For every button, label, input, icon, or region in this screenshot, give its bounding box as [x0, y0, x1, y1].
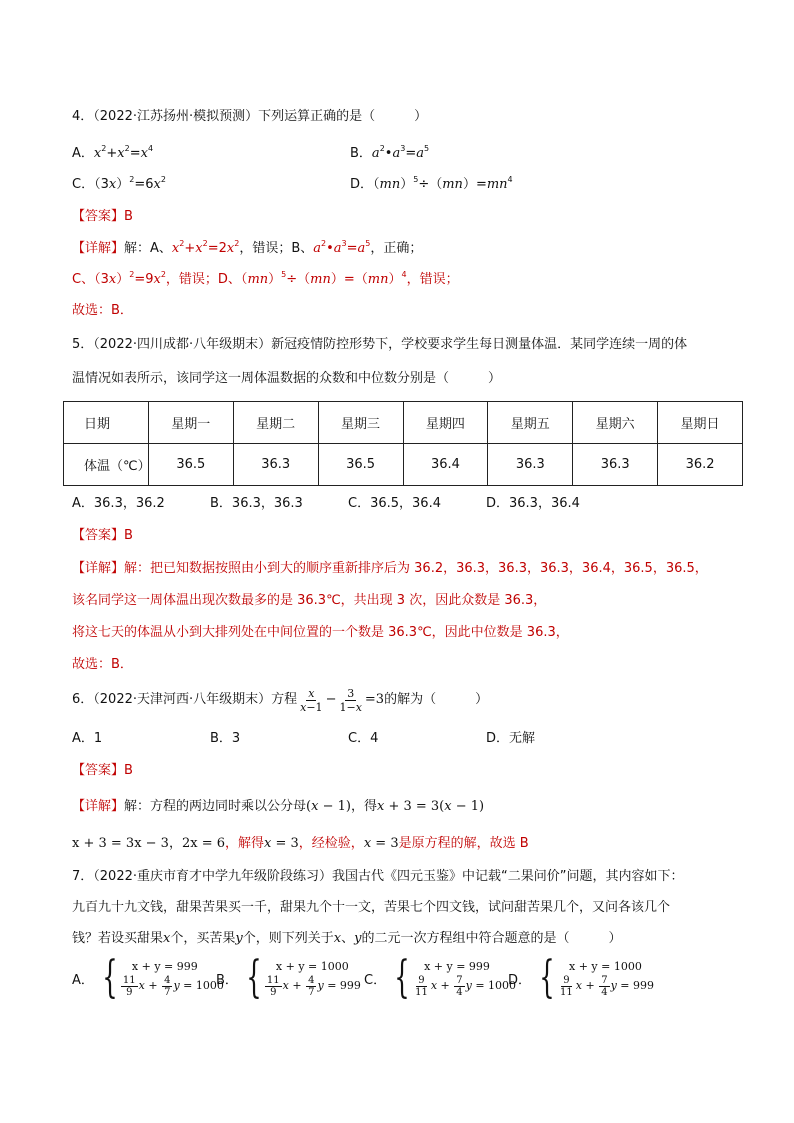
- table-cell: 星期五: [488, 402, 573, 444]
- table-cell: 36.4: [403, 444, 488, 486]
- table-cell: 36.3: [233, 444, 318, 486]
- table-cell: 36.5: [148, 444, 233, 486]
- q7-stem-line1: 7．（2022·重庆市育才中学九年级阶段练习）我国古代《四元玉鉴》中记载“二果问价”问题，其内容如下：: [72, 869, 684, 884]
- table-cell: 星期一: [148, 402, 233, 444]
- q4-option-a: A．$x^2+x^2=x^4$: [72, 143, 154, 161]
- table-cell: 体温（℃）: [64, 444, 149, 486]
- q7-option-c: C． { x + y = 999 $\frac{9}{11}$ x + $\frac{7}{4}$ y = 1000: [364, 952, 517, 1003]
- q5-detail-line2: 该名同学这一周体温出现次数最多的是 36.3℃，共出现 3 次，因此众数是 36.3，: [72, 593, 547, 608]
- q5-stem-line2: 温情况如表所示，该同学这一周体温数据的众数和中位数分别是（ ）: [72, 371, 502, 386]
- q7-stem-line2: 九百九十九文钱，甜果苦果买一千，甜果九个十一文，苦果七个四文钱，试问甜苦果几个，又问各该几个: [72, 900, 671, 915]
- q6-stem: 6．（2022·天津河西·八年级期末）方程 $\frac{x}{x-1}$ − $\frac{3}{1-x}$ =3 的解为（ ）: [72, 686, 489, 714]
- q5-option-d: D．36.3，36.4: [486, 496, 580, 511]
- q5-detail-line1: 【详解】解：把已知数据按照由小到大的顺序重新排序后为 36.2，36.3，36.3，36.3，36.4，36.5，36.5，: [72, 561, 708, 576]
- q6-option-c: C．4: [348, 731, 379, 746]
- q4-option-d: D．$(mn)^5\div(mn)=mn^4$: [350, 174, 513, 192]
- q6-option-d: D．无解: [486, 731, 536, 746]
- q4-detail-line1: 【详解】解：A、$x^2+x^2=2x^2$，错误；B、$a^2•a^3=a^5$，正确；: [72, 238, 423, 256]
- table-header-row: [64, 402, 743, 444]
- detail-label: 【详解】: [72, 561, 125, 576]
- q5-conclusion: 故选：B．: [72, 657, 133, 672]
- q7-option-b: B． { x + y = 1000 $\frac{11}{9}$ x + $\frac{4}{7}$ y = 999: [216, 952, 361, 1003]
- table-cell: 星期四: [403, 402, 488, 444]
- table-cell: 36.3: [488, 444, 573, 486]
- table-cell: 36.3: [573, 444, 658, 486]
- table-cell: 36.5: [318, 444, 403, 486]
- q7-option-d: D． { x + y = 1000 $\frac{9}{11}$ x + $\frac{7}{4}$ y = 999: [508, 952, 654, 1003]
- q4-conclusion: 故选：B．: [72, 303, 133, 318]
- detail-label: 【详解】: [72, 241, 125, 256]
- q5-answer: 【答案】B: [72, 528, 133, 543]
- q4-option-b: B．$a^2•a^3=a^5$: [350, 143, 430, 161]
- detail-label: 【详解】: [72, 799, 125, 814]
- table-cell: 星期二: [233, 402, 318, 444]
- temperature-table: [63, 401, 743, 486]
- q5-stem-line1: 5．（2022·四川成都·八年级期末）新冠疫情防控形势下，学校要求学生每日测量体温．某同学连续一周的体: [72, 337, 688, 352]
- q5-option-a: A．36.3，36.2: [72, 496, 165, 511]
- q4-detail-line2: C、$(3x)^2=9x^2$，错误；D、（mn）$^5$÷（mn）=（mn）$^4$，错误；: [72, 269, 459, 287]
- q7-stem-line3: 钱？若设买甜果x个，买苦果y个，则下列关于x、y的二元一次方程组中符合题意的是（ ）: [72, 931, 622, 946]
- q4-option-c: C．$(3x)^2=6x^2$: [72, 174, 166, 192]
- q6-answer: 【答案】B: [72, 763, 133, 778]
- q5-option-c: C．36.5，36.4: [348, 496, 441, 511]
- q5-option-b: B．36.3，36.3: [210, 496, 303, 511]
- q4-answer: 【答案】B: [72, 209, 133, 224]
- table-cell: 36.2: [658, 444, 743, 486]
- q4-stem: 4．（2022·江苏扬州·模拟预测）下列运算正确的是（ ）: [72, 109, 428, 124]
- table-row: [64, 444, 743, 486]
- fraction-3-over-1-minus-x: $\frac{3}{1-x}$: [339, 686, 362, 714]
- table-cell: 日期: [64, 402, 149, 444]
- table-cell: 星期三: [318, 402, 403, 444]
- q6-detail-line1: 【详解】解：方程的两边同时乘以公分母(x − 1)，得x + 3 = 3(x − 1): [72, 799, 485, 814]
- q6-detail-line2: x + 3 = 3x − 3，2x = 6，解得x = 3，经检验，x = 3是原方程的解，故选 B: [72, 836, 529, 851]
- q6-option-b: B．3: [210, 731, 241, 746]
- q6-option-a: A．1: [72, 731, 103, 746]
- table-cell: 星期日: [658, 402, 743, 444]
- fraction-x-over-x-minus-1: $\frac{x}{x-1}$: [300, 686, 323, 714]
- q7-option-a: A． { x + y = 999 $\frac{11}{9}$ x + $\frac{4}{7}$ y = 1000: [72, 952, 224, 1003]
- table-cell: 星期六: [573, 402, 658, 444]
- q5-detail-line3: 将这七天的体温从小到大排列处在中间位置的一个数是 36.3℃，因此中位数是 36.3，: [72, 625, 569, 640]
